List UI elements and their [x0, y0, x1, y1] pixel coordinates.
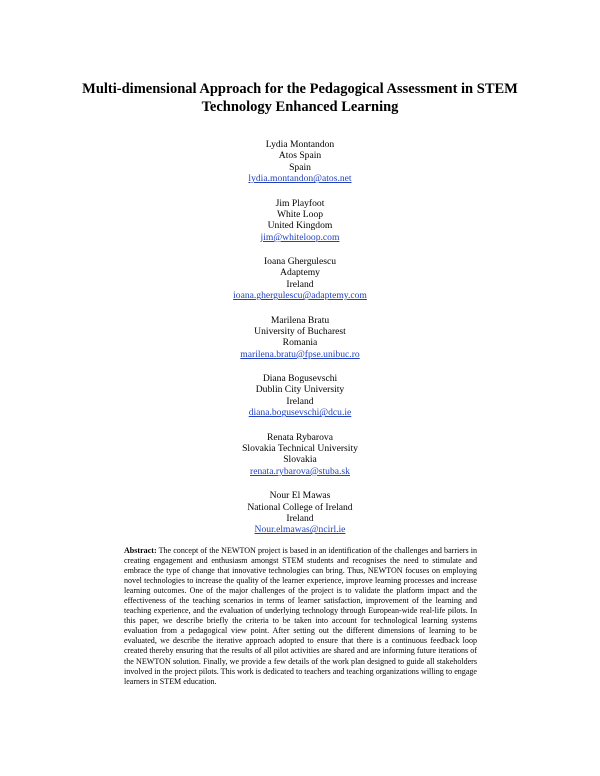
author-name: Jim Playfoot	[275, 197, 325, 209]
title-line-1: Multi-dimensional Approach for the Pedagogical Assessment in STEM	[82, 81, 518, 97]
author-country: Ireland	[286, 512, 314, 524]
author-email-link[interactable]: lydia.montandon@atos.net	[248, 173, 352, 185]
author-country: Slovakia	[283, 454, 317, 466]
author-country: Romania	[282, 337, 318, 349]
author-affiliation: Slovakia Technical University	[242, 442, 358, 454]
abstract-paragraph	[124, 546, 477, 687]
author-block	[100, 373, 500, 419]
author-name: Marilena Bratu	[270, 314, 330, 326]
author-email-link[interactable]: ioana.ghergulescu@adaptemy.com	[233, 290, 367, 302]
author-block	[100, 198, 500, 244]
author-email-link[interactable]: Nour.elmawas@ncirl.ie	[254, 524, 346, 536]
author-name: Lydia Montandon	[265, 139, 335, 150]
author-name: Nour El Mawas	[269, 490, 331, 502]
author-name: Ioana Ghergulescu	[263, 256, 336, 268]
author-block	[100, 139, 500, 185]
author-name: Diana Bogusevschi	[262, 373, 338, 385]
author-affiliation: Adaptemy	[280, 267, 320, 279]
author-affiliation: University of Bucharest	[254, 325, 346, 337]
author-country: United Kingdom	[267, 220, 333, 232]
abstract	[124, 546, 477, 687]
author-country: Ireland	[286, 395, 314, 407]
author-affiliation: Atos Spain	[278, 150, 322, 162]
author-email-link[interactable]: diana.bogusevschi@dcu.ie	[248, 407, 352, 419]
abstract-label: Abstract:	[124, 546, 157, 555]
author-name: Renata Rybarova	[267, 431, 333, 443]
author-country: Ireland	[286, 278, 314, 290]
author-email-link[interactable]: marilena.bratu@fpse.unibuc.ro	[240, 348, 360, 360]
title-line-2: Technology Enhanced Learning	[201, 99, 399, 115]
author-block	[100, 315, 500, 361]
author-block	[100, 256, 500, 302]
author-email-link[interactable]: renata.rybarova@stuba.sk	[250, 465, 350, 477]
author-list	[100, 139, 500, 549]
author-block	[100, 432, 500, 478]
author-country: Spain	[289, 161, 311, 173]
author-block	[100, 490, 500, 536]
author-affiliation: Dublin City University	[255, 384, 345, 396]
author-affiliation: National College of Ireland	[247, 501, 353, 513]
paper-title	[60, 80, 540, 116]
author-email-link[interactable]: jim@whiteloop.com	[260, 231, 340, 243]
author-affiliation: White Loop	[276, 208, 324, 220]
abstract-text: The concept of the NEWTON project is based in an identification of the challenges and barriers in creating engagement and enthusiasm amongst STEM students and recognises the need to stimulate and embrace the type of change that innovative technologies can bring. Thus, NEWTON focuses on employing novel technologies to increase the quality of the learner experience, improve learning processes and increase learning outcomes. One of the major challenges of the project is to validate the platform impact and the effectiveness of the teaching scenarios in terms of learner satisfaction, improvement of the learning and teaching experience, and the evaluation of underlying technology through European-wide real-life pilots. In this paper, we describe briefly the criteria to be taken into account for technological learning systems evaluation from a pedagogical view point. After setting out the different dimensions of learning to be evaluated, we describe the iterative approach adopted to ensure that there is a continuous feedback loop created thereby ensuring that the results of all pilot activities are shared and are informing future iterations of the NEWTON solution. Finally, we provide a few details of the work plan designed to guide all stakeholders involved in the project pilots. This work is dedicated to teachers and teaching organizations willing to engage learners in STEM education.	[124, 546, 477, 686]
